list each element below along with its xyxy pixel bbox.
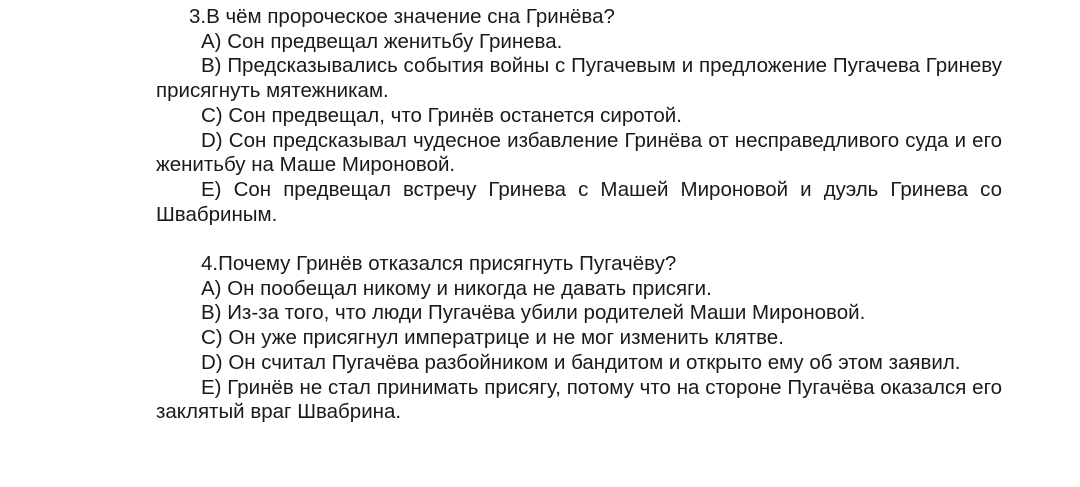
- answer-option-d: D) Он считал Пугачёва разбойником и бандитом и открыто ему об этом заявил.: [201, 350, 961, 374]
- answer-option-b: B) Предсказывались события войны с Пугачевым и предложение Пугачева Гриневу присягнуть мятежникам.: [156, 54, 1002, 103]
- answer-option-e: E) Сон предвещал встречу Гринева с Машей Мироновой и дуэль Гринева со Швабриным.: [156, 177, 1002, 226]
- answer-option-c: C) Сон предвещал, что Гринёв останется сиротой.: [201, 103, 682, 127]
- question-4: [156, 252, 1002, 425]
- answer-option-c: C) Он уже присягнул императрице и не мог изменить клятве.: [201, 326, 784, 350]
- answer-option-d: D) Сон предсказывал чудесное избавление Гринёва от несправедливого суда и его женитьбу на Маше Мироновой.: [156, 128, 1002, 177]
- question-title: 4.Почему Гринёв отказался присягнуть Пугачёву?: [201, 252, 677, 276]
- answer-option-b: B) Из-за того, что люди Пугачёва убили родителей Маши Мироновой.: [201, 301, 866, 325]
- spacer: [156, 227, 1002, 252]
- document-body: [156, 5, 1002, 425]
- question-3: [156, 5, 1002, 227]
- answer-option-e: E) Гринёв не стал принимать присягу, потому что на стороне Пугачёва оказался его заклятый враг Швабрина.: [156, 375, 1002, 424]
- answer-option-a: A) Он пообещал никому и никогда не давать присяги.: [201, 276, 712, 300]
- answer-option-a: A) Сон предвещал женитьбу Гринева.: [201, 29, 563, 53]
- question-title: 3.В чём пророческое значение сна Гринёва?: [189, 5, 615, 28]
